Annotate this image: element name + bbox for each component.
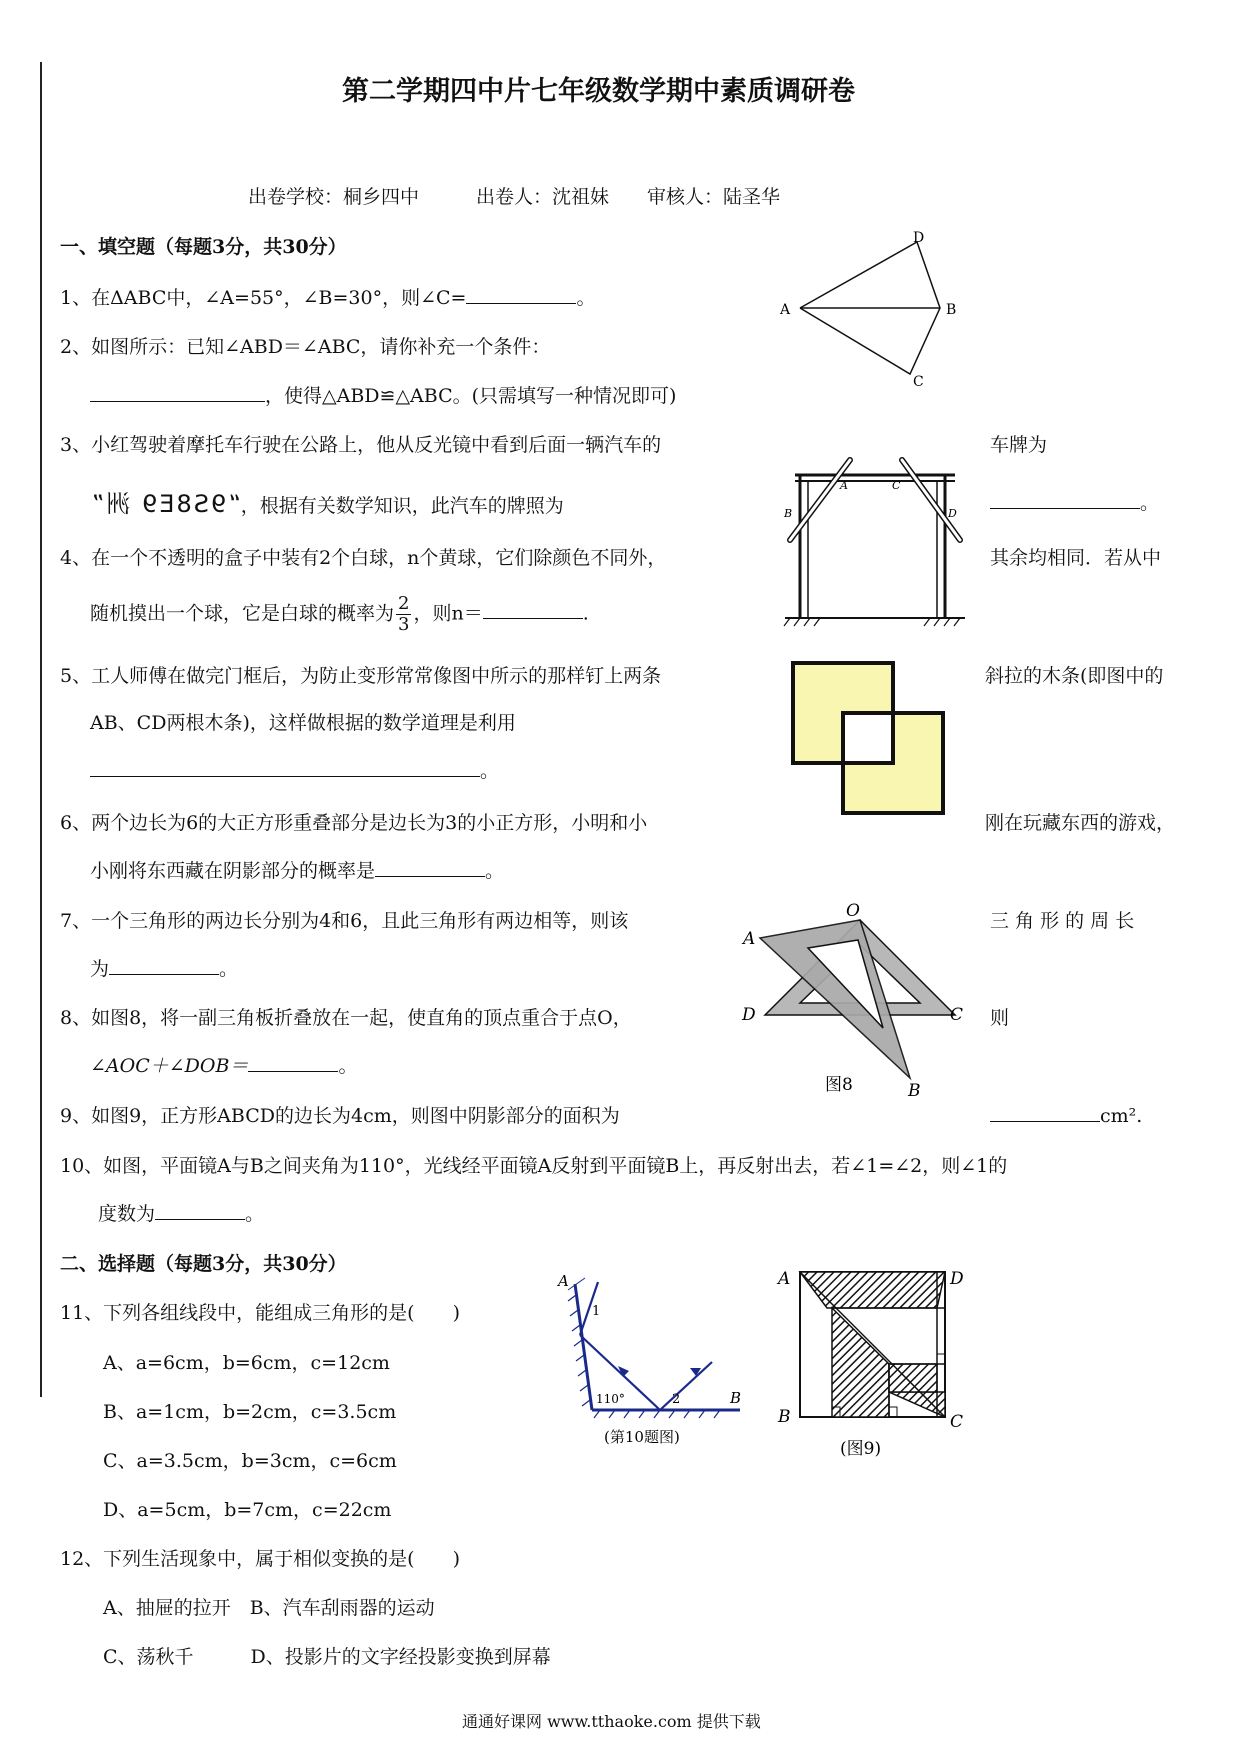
page-title: 第二学期四中片七年级数学期中素质调研卷 bbox=[342, 76, 855, 107]
q3-text: ，根据有关数学知识，此汽车的牌照为 bbox=[240, 495, 564, 517]
q5-line2: AB、CD两根木条)，这样做根据的数学道理是利用 bbox=[90, 712, 516, 734]
q3-end: 。 bbox=[1140, 492, 1160, 514]
fig10-label-110: 110° bbox=[596, 1392, 625, 1406]
fig10-label-1: 1 bbox=[592, 1304, 601, 1319]
q2-answer-blank[interactable] bbox=[90, 400, 265, 402]
license-plate-mirror: “9S8E9 洲” bbox=[90, 490, 241, 518]
q6-line2 bbox=[90, 860, 504, 883]
q3-line2 bbox=[90, 490, 564, 519]
q1-end: 。 bbox=[576, 287, 596, 309]
fig10-label-b: B bbox=[730, 1389, 742, 1407]
q6-text: 小刚将东西藏在阴影部分的概率是 bbox=[90, 860, 376, 882]
author-line: 出卷学校：桐乡四中 出卷人：沈祖妹 审核人：陆圣华 bbox=[248, 186, 781, 208]
binding-margin-line bbox=[40, 62, 42, 1397]
q8-line1: 8、如图8，将一副三角板折叠放在一起，使直角的顶点重合于点O， bbox=[60, 1007, 632, 1029]
door-label-c: C bbox=[892, 479, 901, 492]
q7-end: 。 bbox=[219, 958, 239, 980]
fig9-label-b: B bbox=[778, 1407, 791, 1427]
figure-door-frame bbox=[780, 455, 970, 630]
q11-option-a[interactable]: A、a=6cm，b=6cm，c=12cm bbox=[103, 1352, 390, 1374]
q5-line1-right: 斜拉的木条(即图中的 bbox=[985, 665, 1164, 687]
fig8-label-d: D bbox=[742, 1005, 756, 1025]
q9-unit: cm². bbox=[1100, 1105, 1143, 1127]
q6-line1-right: 刚在玩藏东西的游戏， bbox=[985, 812, 1176, 834]
fig2-label-a: A bbox=[780, 302, 791, 318]
fig2-label-b: B bbox=[946, 302, 957, 318]
section1-heading: 一、填空题（每题3分，共30分） bbox=[60, 236, 347, 258]
q3-line1: 3、小红驾驶着摩托车行驶在公路上，他从反光镜中看到后面一辆汽车的 bbox=[60, 434, 662, 456]
q6-end: 。 bbox=[485, 860, 505, 882]
q8-line1-right: 则 bbox=[990, 1007, 1010, 1029]
figure-8-set-squares bbox=[740, 900, 970, 1100]
q4-line1-right: 其余均相同．若从中 bbox=[990, 547, 1162, 569]
fig8-label-b: B bbox=[908, 1081, 921, 1100]
figure-q2-abdc bbox=[770, 230, 970, 390]
q10-end: 。 bbox=[245, 1203, 265, 1225]
q1 bbox=[60, 287, 596, 310]
fig2-label-c: C bbox=[913, 374, 924, 390]
q6-answer-blank[interactable] bbox=[375, 875, 485, 877]
q8-text: ∠AOC＋∠DOB＝ bbox=[90, 1055, 249, 1077]
q12-options-row1[interactable]: A、抽屉的拉开 B、汽车刮雨器的运动 bbox=[103, 1597, 435, 1619]
q10-line2 bbox=[98, 1203, 264, 1226]
q5-end: 。 bbox=[480, 760, 500, 782]
q2-line2 bbox=[90, 385, 676, 408]
q8-line2 bbox=[90, 1055, 357, 1078]
figure-10-mirrors bbox=[540, 1270, 750, 1450]
figure-9-square bbox=[775, 1262, 975, 1462]
door-label-a: A bbox=[840, 479, 848, 492]
q11-option-b[interactable]: B、a=1cm，b=2cm，c=3.5cm bbox=[103, 1401, 397, 1423]
q1-answer-blank[interactable] bbox=[466, 302, 576, 304]
q7-line1: 7、一个三角形的两边长分别为4和6，且此三角形有两边相等，则该 bbox=[60, 910, 629, 932]
q5-line3 bbox=[90, 760, 499, 783]
figure-overlapping-squares bbox=[790, 660, 950, 820]
q10-text: 度数为 bbox=[98, 1203, 156, 1225]
q11-option-d[interactable]: D、a=5cm，b=7cm，c=22cm bbox=[103, 1499, 392, 1521]
q5-answer-blank[interactable] bbox=[90, 775, 480, 777]
fig2-label-d: D bbox=[913, 230, 925, 246]
q1-text: 1、在ΔABC中，∠A=55°，∠B=30°，则∠C= bbox=[60, 287, 467, 309]
fig8-label-a: A bbox=[743, 929, 756, 949]
q7-line2 bbox=[90, 958, 238, 981]
fig9-label-a: A bbox=[778, 1269, 791, 1289]
fig9-caption: (图9) bbox=[840, 1439, 882, 1459]
q4-text2: ，则n＝ bbox=[413, 602, 483, 625]
q11: 11、下列各组线段中，能组成三角形的是( ) bbox=[60, 1302, 461, 1324]
q11-option-c[interactable]: C、a=3.5cm，b=3cm，c=6cm bbox=[103, 1450, 397, 1472]
q4-line1: 4、在一个不透明的盒子中装有2个白球，n个黄球，它们除颜色不同外， bbox=[60, 547, 667, 569]
q12: 12、下列生活现象中，属于相似变换的是( ) bbox=[60, 1548, 461, 1570]
fraction-denominator: 3 bbox=[398, 613, 410, 635]
fig10-label-a: A bbox=[558, 1272, 569, 1290]
page-footer: 通通好课网 www.tthaoke.com 提供下载 bbox=[462, 1712, 761, 1731]
q10-line1: 10、如图，平面镜A与B之间夹角为110°，光线经平面镜A反射到平面镜B上，再反射出去，若∠1=∠2，则∠1的 bbox=[60, 1155, 1008, 1177]
fig8-label-c: C bbox=[950, 1005, 964, 1025]
q7-line1-right: 三 角 形 的 周 长 bbox=[990, 910, 1135, 932]
fig9-label-c: C bbox=[950, 1412, 964, 1432]
fig10-caption: (第10题图) bbox=[604, 1428, 680, 1446]
fraction-numerator: 2 bbox=[398, 593, 410, 614]
q4-end: . bbox=[582, 602, 589, 625]
q8-answer-blank[interactable] bbox=[248, 1070, 338, 1072]
q6-line1: 6、两个边长为6的大正方形重叠部分是边长为3的小正方形，小明和小 bbox=[60, 812, 648, 834]
q9: 9、如图9，正方形ABCD的边长为4cm，则图中阴影部分的面积为 bbox=[60, 1105, 620, 1127]
q3-answer-blank[interactable] bbox=[990, 507, 1140, 509]
q4-fraction bbox=[396, 594, 411, 635]
q3-answer bbox=[990, 492, 1159, 515]
q8-end: 。 bbox=[338, 1055, 358, 1077]
section2-heading: 二、选择题（每题3分，共30分） bbox=[60, 1253, 347, 1275]
q7-answer-blank[interactable] bbox=[109, 973, 219, 975]
q7-text: 为 bbox=[90, 958, 110, 980]
q3-line1-right: 车牌为 bbox=[990, 434, 1048, 456]
q2-rest: ，使得△ABD≌△ABC。(只需填写一种情况即可) bbox=[265, 385, 677, 407]
fig8-label-o: O bbox=[846, 901, 860, 921]
door-label-d: D bbox=[948, 507, 957, 520]
q4-text: 随机摸出一个球，它是白球的概率为 bbox=[90, 602, 395, 625]
fig10-label-2: 2 bbox=[672, 1392, 681, 1407]
q2-line1: 2、如图所示：已知∠ABD＝∠ABC，请你补充一个条件： bbox=[60, 336, 551, 358]
q12-options-row2[interactable]: C、荡秋千 D、投影片的文字经投影变换到屏幕 bbox=[103, 1646, 551, 1668]
q10-answer-blank[interactable] bbox=[155, 1218, 245, 1220]
fig9-label-d: D bbox=[950, 1269, 964, 1289]
q9-answer bbox=[990, 1105, 1142, 1128]
door-label-b: B bbox=[784, 507, 793, 520]
q5-line1: 5、工人师傅在做完门框后，为防止变形常常像图中所示的那样钉上两条 bbox=[60, 665, 662, 687]
fig8-caption: 图8 bbox=[825, 1075, 853, 1095]
q9-answer-blank[interactable] bbox=[990, 1120, 1100, 1122]
q4-line2 bbox=[90, 594, 589, 635]
q4-answer-blank[interactable] bbox=[483, 617, 583, 619]
